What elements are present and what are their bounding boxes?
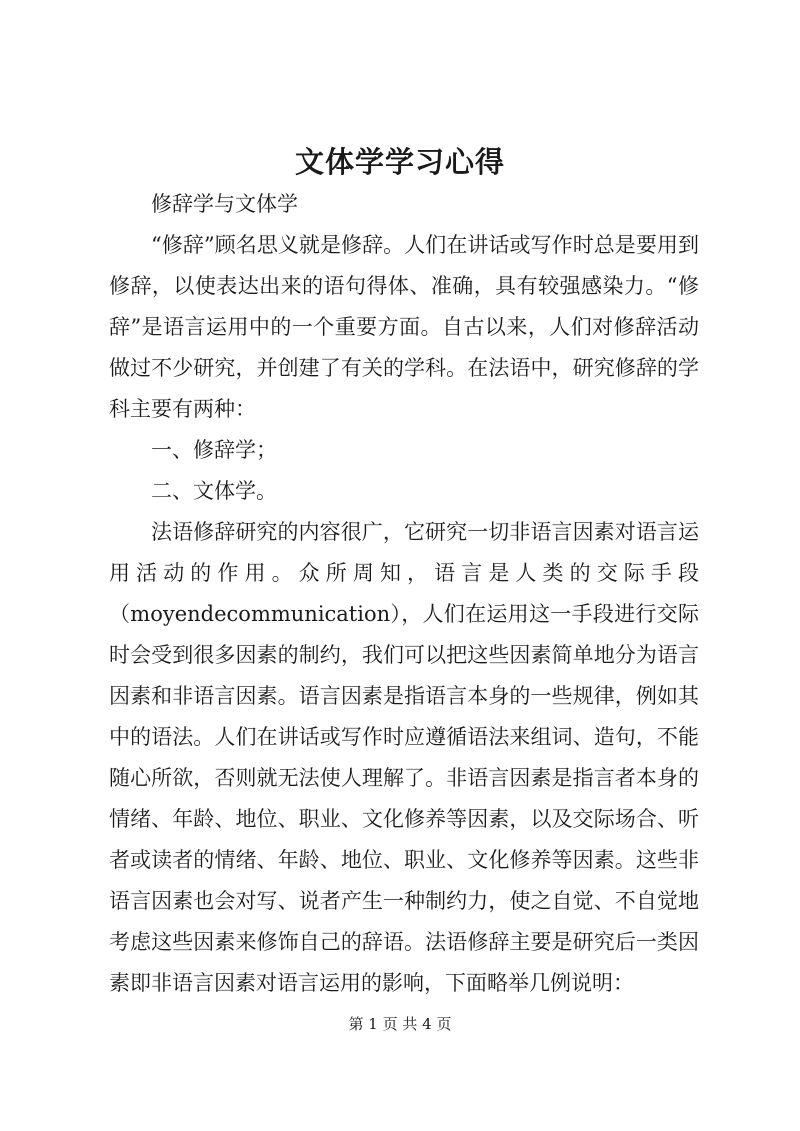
paragraph: “修辞”顾名思义就是修辞。人们在讲话或写作时总是要用到修辞，以使表达出来的语句得体、准确，具有较强感染力。“修辞”是语言运用中的一个重要方面。自古以来，人们对修辞活动做过不少研究，并创建了有关的学科。在法语中，研究修辞的学科主要有两种： — [109, 233, 699, 421]
page-footer: 第 1 页 共 4 页 — [348, 1015, 452, 1033]
paragraph: 法语修辞研究的内容很广，它研究一切非语言因素对语言运用活动的作用。众所周知，语言是人类的交际手段（moyendecommunication），人们在运用这一手段进行交际时会受到很多因素的制约，我们可以把这些因素简单地分为语言因素和非语言因素。语言因素是指语言本身的一些规律，例如其中的语法。人们在讲话或写作时应遵循语法来组词、造句，不能随心所欲，否则就无法使人理解了。非语言因素是指言者本身的情绪、年龄、地位、职业、文化修养等因素，以及交际场合、听者或读者的情绪、年龄、地位、职业、文化修养等因素。这些非语言因素也会对写、说者产生一种制约力，使之自觉、不自觉地考虑这些因素来修饰自己的辞语。法语修辞主要是研究后一类因素即非语言因素对语言运用的影响，下面略举几例说明： — [109, 520, 699, 995]
section-heading: 修辞学与文体学 — [151, 192, 298, 216]
list-item: 一、修辞学； — [151, 438, 277, 462]
page-title: 文体学学习心得 — [294, 145, 505, 179]
list-item: 二、文体学。 — [151, 479, 277, 503]
document-body — [109, 184, 699, 1004]
